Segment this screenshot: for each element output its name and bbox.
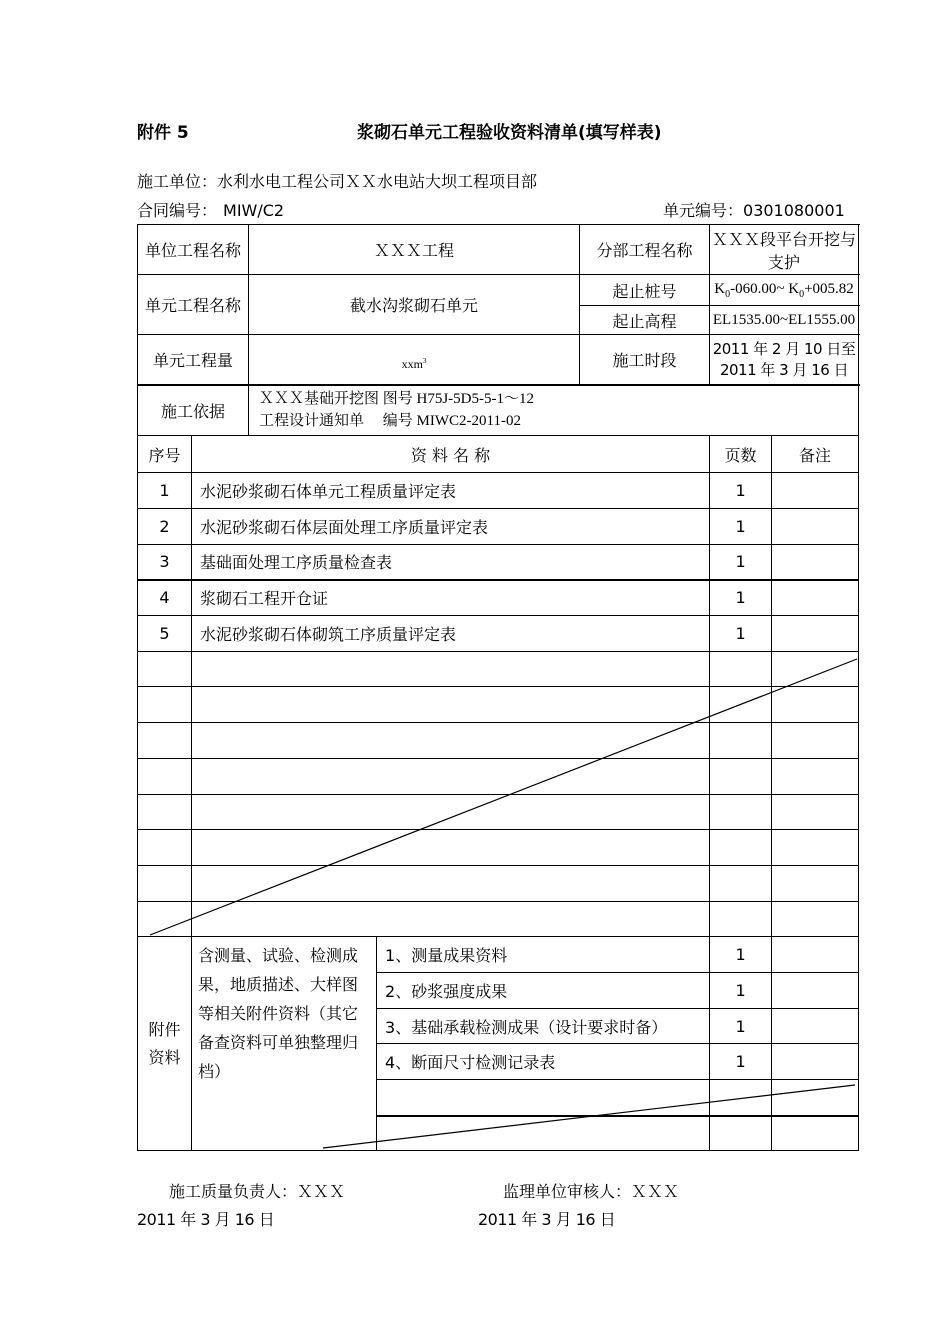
row-pages: 1: [710, 616, 772, 652]
col-header-pages: 页数: [710, 436, 772, 473]
construction-unit-line: [137, 169, 537, 192]
row-pages: 1: [710, 473, 772, 509]
row-pages: 1: [710, 580, 772, 616]
row-remark: [772, 545, 859, 580]
period-value: 2011 年 2 月 10 日至 2011 年 3 月 16 日: [710, 335, 859, 385]
attachment-item-name: 2、砂浆强度成果: [377, 973, 710, 1009]
basis-label: 施工依据: [138, 385, 249, 436]
attachment-row: [138, 937, 859, 973]
supervisor-label: 监理单位审核人：: [503, 1182, 632, 1201]
attachment-item-pages: 1: [710, 937, 772, 973]
row-no: 4: [138, 580, 192, 616]
supervisor-value: ＸＸＸ: [631, 1182, 680, 1201]
empty-row: [138, 652, 859, 687]
empty-row: [138, 759, 859, 795]
empty-row: [138, 902, 859, 937]
row-name: 基础面处理工序质量检查表: [192, 545, 710, 580]
basis-line-1: ＸＸＸ基础开挖图 图号 H75J-5D5-5-1～12: [259, 391, 535, 408]
table-row: [138, 616, 859, 652]
attachment-item-pages: 1: [710, 1009, 772, 1044]
page-title: 浆砌石单元工程验收资料清单(填写样表): [357, 123, 662, 143]
unit-no-value: 0301080001: [743, 201, 845, 220]
attachment-label-line-1: 附件: [148, 1019, 181, 1039]
attachment-item-remark: [772, 1009, 859, 1044]
col-header-remark: 备注: [772, 436, 859, 473]
supervisor-line: [503, 1179, 679, 1202]
sub-project-name-label: 分部工程名称: [580, 225, 710, 275]
empty-row: [138, 795, 859, 830]
basis-value: [249, 385, 859, 436]
station-sub2: 0: [799, 288, 805, 300]
row-no: 2: [138, 509, 192, 545]
table-row: [138, 509, 859, 545]
station-end: +005.82: [804, 280, 854, 297]
row-remark: [772, 616, 859, 652]
unit-project-name-label: 单位工程名称: [138, 225, 249, 275]
station-value: [710, 275, 859, 306]
attachment-label: 附件 5: [137, 123, 189, 143]
empty-row: [138, 866, 859, 902]
row-no: 1: [138, 473, 192, 509]
table-row: [138, 580, 859, 616]
contract-no-label: 合同编号：: [137, 201, 218, 220]
row-remark: [772, 509, 859, 545]
empty-row: [138, 830, 859, 866]
quantity-value: [249, 335, 580, 385]
attachment-section-label: [138, 937, 192, 1151]
basis-row: [138, 385, 859, 436]
quality-lead-label: 施工质量负责人：: [169, 1182, 298, 1201]
row-pages: 1: [710, 545, 772, 580]
element-station-row: [138, 275, 859, 306]
table-row: [138, 473, 859, 509]
elevation-label: 起止高程: [580, 306, 710, 335]
quantity-period-row: [138, 335, 859, 385]
elevation-value: EL1535.00~EL1555.00: [710, 306, 859, 335]
quality-date: 2011 年 3 月 16 日: [137, 1210, 275, 1229]
supervisor-date: 2011 年 3 月 16 日: [478, 1210, 616, 1229]
attachment-item-remark: [772, 1044, 859, 1080]
contract-no-value: MIW/C2: [223, 201, 285, 220]
empty-row: [138, 723, 859, 759]
row-name: 水泥砂浆砌石体单元工程质量评定表: [192, 473, 710, 509]
row-name: 水泥砂浆砌石体砌筑工序质量评定表: [192, 616, 710, 652]
quality-lead-value: ＸＸＸ: [297, 1182, 346, 1201]
row-remark: [772, 580, 859, 616]
row-name: 浆砌石工程开仓证: [192, 580, 710, 616]
element-name-value: 截水沟浆砌石单元: [249, 275, 580, 335]
basis-line-2: 工程设计通知单 编号 MIWC2-2011-02: [259, 413, 521, 430]
construction-unit-value: 水利水电工程公司ＸＸ水电站大坝工程项目部: [217, 172, 538, 191]
col-header-no: 序号: [138, 436, 192, 473]
quality-lead-line: [169, 1179, 345, 1202]
col-header-name: 资 料 名 称: [192, 436, 710, 473]
table-row: [138, 545, 859, 580]
construction-unit-label: 施工单位：: [137, 172, 218, 191]
row-no: 3: [138, 545, 192, 580]
quantity-unit-sup: 3: [422, 356, 427, 365]
unit-project-name-value: ＸＸＸ工程: [249, 225, 580, 275]
unit-no-line: [663, 198, 845, 221]
unit-no-label: 单元编号：: [663, 201, 744, 220]
attachment-item-remark: [772, 973, 859, 1009]
attachment-item-name: 4、断面尺寸检测记录表: [377, 1044, 710, 1080]
row-pages: 1: [710, 509, 772, 545]
acceptance-checklist-table: [137, 224, 859, 1151]
station-sub1: 0: [725, 288, 731, 300]
attachment-description: 含测量、试验、检测成果，地质描述、大样图等相关附件资料（其它备查资料可单独整理归档）: [192, 937, 377, 1151]
contract-no-line: [137, 198, 284, 221]
project-row: [138, 225, 859, 275]
attachment-item-name: 1、测量成果资料: [377, 937, 710, 973]
station-k1: K: [714, 280, 726, 297]
attachment-item-pages: 1: [710, 973, 772, 1009]
quantity-text: xxm: [401, 356, 423, 371]
sub-project-name-value: ＸＸＸ段平台开挖与支护: [710, 225, 859, 275]
attachment-item-pages: 1: [710, 1044, 772, 1080]
attachment-label-line-2: 资料: [148, 1047, 181, 1067]
attachment-item-name: 3、基础承载检测成果（设计要求时备）: [377, 1009, 710, 1044]
row-name: 水泥砂浆砌石体层面处理工序质量评定表: [192, 509, 710, 545]
row-no: 5: [138, 616, 192, 652]
station-mid: -060.00~ K: [730, 280, 800, 297]
column-header-row: [138, 436, 859, 473]
element-name-label: 单元工程名称: [138, 275, 249, 335]
period-label: 施工时段: [580, 335, 710, 385]
empty-row: [138, 687, 859, 723]
quantity-label: 单元工程量: [138, 335, 249, 385]
attachment-item-remark: [772, 937, 859, 973]
station-label: 起止桩号: [580, 275, 710, 306]
row-remark: [772, 473, 859, 509]
